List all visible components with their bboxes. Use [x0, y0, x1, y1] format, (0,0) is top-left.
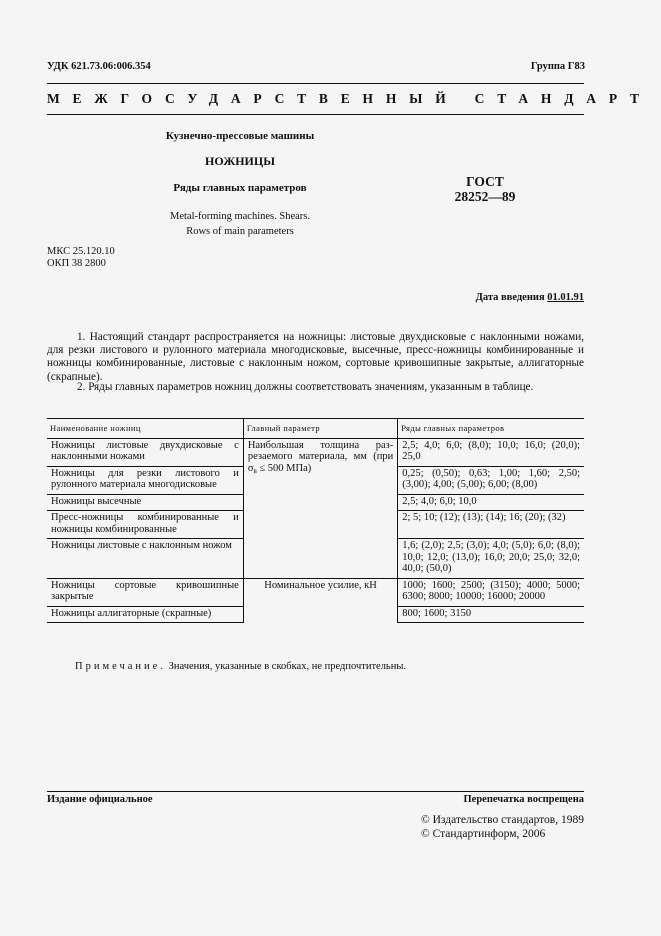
- table-header-row: [47, 419, 584, 439]
- top-divider: [47, 83, 584, 84]
- parameter-values: 1000; 1600; 2500; (3150); 4000; 5000; 6300; 8000; 10000; 16000; 20000: [398, 578, 584, 606]
- param-thickness-subscript: в: [253, 466, 257, 475]
- param-thickness-text-end: ≤ 500 МПа): [256, 462, 312, 474]
- english-title-line-2: Rows of main parameters: [186, 226, 294, 237]
- gost-number: [435, 174, 535, 204]
- shears-name: Ножницы высечные: [47, 494, 243, 511]
- parameter-values: 1,6; (2,0); 2,5; (3,0); 4,0; (5,0); 6,0; (8,0); 10,0; 12,0; (13,0); 16,0; 20,0; 25,0; 32,0; 40,0; (50,0): [398, 539, 584, 579]
- reprint-prohibited: Перепечатка воспрещена: [463, 794, 584, 805]
- gost-label: ГОСТ: [466, 174, 504, 189]
- header-parameter-rows: Ряды главных параметров: [398, 419, 584, 439]
- category-title: Кузнечно-прессовые машины: [165, 130, 315, 142]
- parameter-values: 2,5; 4,0; 6,0; (8,0); 10,0; 16,0; (20,0); 25,0: [402, 439, 580, 462]
- shears-name: Пресс-ножницы комбинированные и ножницы комбинированные: [47, 511, 243, 539]
- group-code: Группа Г83: [530, 61, 585, 72]
- parameter-values: 800; 1600; 3150: [398, 606, 584, 623]
- paragraph-1: 1. Настоящий стандарт распространяется на ножницы: листовые двухдисковые с наклонными ножами, для резки листового и рулонного материала многодисковые, высечные, пресс-ножницы комбинированные и ножницы комбинированные, листовые с наклонным ножом, сортовые кривошипные закрытые, аллигаторные (скрапные).: [47, 331, 584, 383]
- shears-name: Ножницы аллигаторные (скрапные): [47, 606, 243, 623]
- shears-name: Ножницы сортовые кривошипные закрытые: [47, 578, 243, 606]
- header-main-parameter: Главный параметр: [243, 419, 397, 439]
- document-subtitle: Ряды главных параметров: [173, 182, 307, 194]
- note-label: Примечание.: [75, 661, 166, 672]
- gost-code: 28252—89: [454, 189, 516, 204]
- footer-divider: [47, 791, 584, 792]
- paragraph-2: 2. Ряды главных параметров ножниц должны соответствовать значениям, указанным в таблице.: [77, 381, 534, 393]
- effective-date-label: Дата введения: [475, 292, 545, 303]
- copyright-2006: © Стандартинформ, 2006: [420, 827, 546, 840]
- english-title-line-1: Metal-forming machines. Shears.: [170, 211, 310, 222]
- parameters-table: [47, 418, 584, 623]
- interstate-standard-heading: МЕЖГОСУДАРСТВЕННЫЙ СТАНДАРТ: [47, 91, 652, 106]
- shears-name: Ножницы листовые двухдисковые с наклонными ножами: [47, 438, 243, 466]
- shears-name: Ножницы для резки листового и рулонного материала многодисковые: [47, 466, 243, 494]
- effective-date: [476, 292, 584, 303]
- heading-divider: [47, 114, 584, 115]
- effective-date-value: 01.01.91: [547, 292, 584, 303]
- english-title: [120, 209, 360, 239]
- note-text: Значения, указанные в скобках, не предпочтительны.: [165, 661, 407, 672]
- table-note: [75, 661, 406, 672]
- shears-name: Ножницы листовые с наклонным ножом: [47, 539, 243, 579]
- table-row: [47, 438, 584, 466]
- official-edition: Издание официальное: [47, 794, 153, 805]
- classification-codes: [47, 246, 115, 270]
- table-row: [47, 578, 584, 606]
- main-parameter-force: Номинальное усилие, кН: [243, 578, 397, 623]
- parameter-values: 2,5; 4,0; 6,0; 10,0: [398, 494, 584, 511]
- parameter-values: 0,25; (0,50); 0,63; 1,00; 1,60; 2,50; (3,00); 4,00; (5,00); 6,00; (8,00): [398, 466, 584, 494]
- copyright-block: [421, 814, 584, 841]
- okp-code: ОКП 38 2800: [47, 258, 106, 269]
- header-shears-name: Наименование ножниц: [47, 419, 243, 439]
- mks-code: МКС 25.120.10: [47, 246, 115, 257]
- parameter-values: 2; 5; 10; (12); (13); (14); 16; (20); (32): [398, 511, 584, 539]
- main-parameter-thickness: [243, 438, 397, 578]
- param-thickness-text: Наибольшая толщина разрезаемого материала, мм (при σ: [247, 439, 394, 474]
- copyright-1989: © Издательство стандартов, 1989: [420, 814, 584, 826]
- document-title: НОЖНИЦЫ: [204, 154, 276, 168]
- udk-code: УДК 621.73.06:006.354: [47, 61, 151, 72]
